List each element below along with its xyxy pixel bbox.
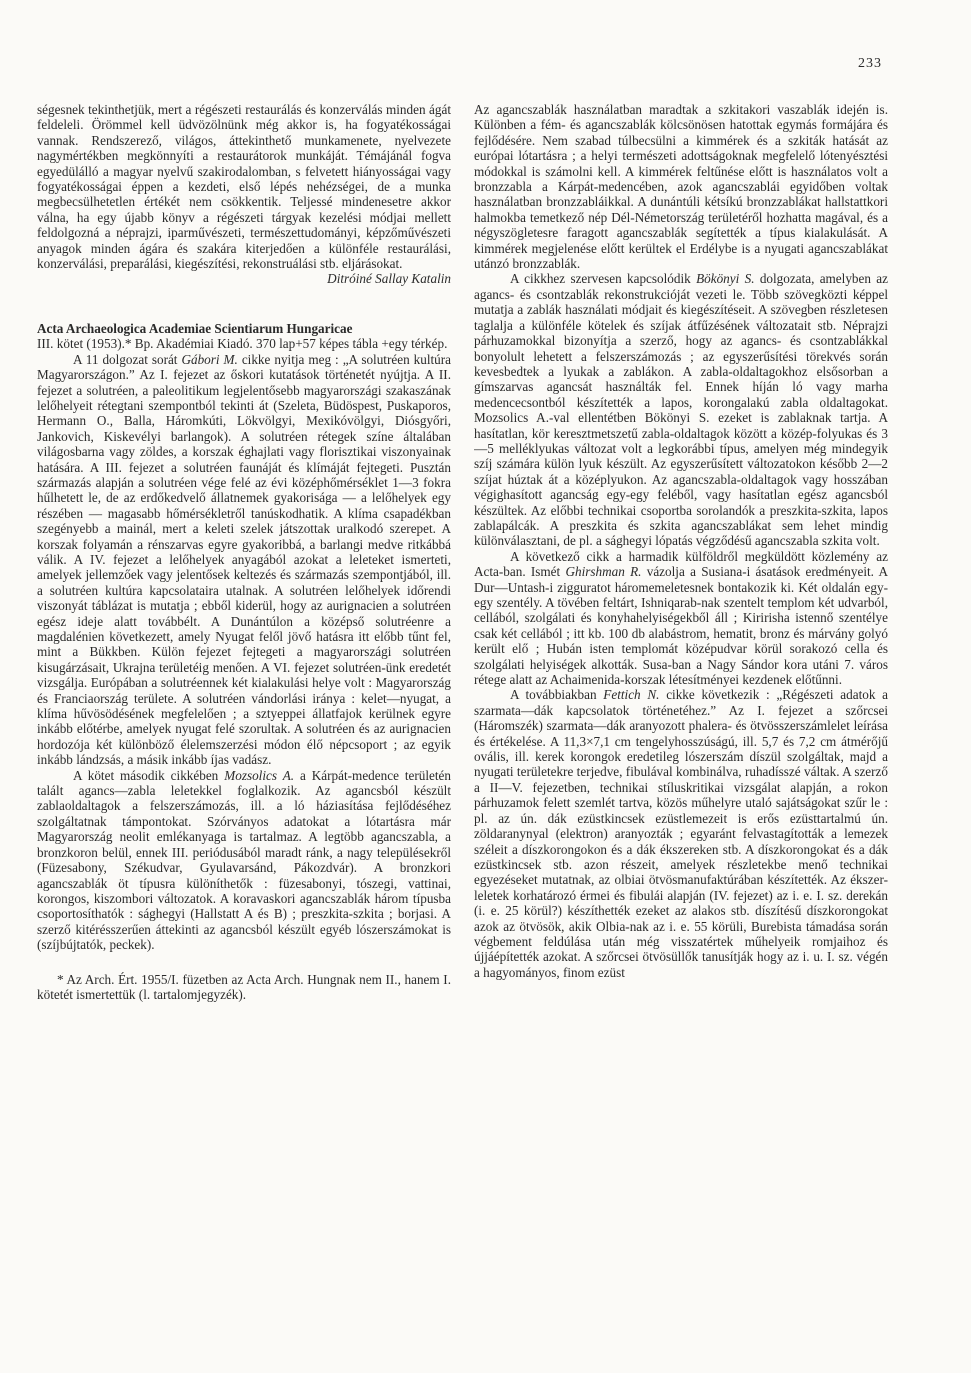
author-name: Ghirshman R. xyxy=(565,564,642,580)
ghirshman-paragraph xyxy=(474,549,888,688)
page-number: 233 xyxy=(858,56,882,71)
bokonyi-paragraph xyxy=(474,271,888,548)
text-span: A továbbiakban xyxy=(510,687,604,703)
text-span: dolgozata, amelyben az agancs- és csontzablák rekonstrukcióját vezeti le. Több szövegközti képpel mutatja a zablák használati módjait és kiegészítéseit. A szövegben részletesen taglalja a különféle kötelek és szíjak átfűzésének változatait stb. Néprajzi párhuzamokkal bizonyítja a szerző, hogy az agancs- és csontzablákkal bonyolult lehetett a felszerszámozás ; az egyszerűsítési törekvés során kevesbedtek a lyukak a zablákon. A zabla-oldaltagokhoz elsősorban a gímszarvas agancsát használták fel. Ennek híján ló vagy marha medencecsontból készítették a lapos, korongalakú zabla oldaltagokat. Mozsolics A.-val ellentétben Bökönyi S. ezeket is zablaknak tartja. A hasítatlan, kör keresztmetszetű zabla-oldaltagok között a közép-folyukas és 3—5 melléklyukas változat volt a legkorábbi típus, amelyen még mindegyik szíj számára külön lyuk készült. Az egyszerűsített változatokon később 2—2 szíjat húztak át a középlyukon. Az agancszabla-oldaltagok vagy hosszában végighasított agancság egy-egy feléből, vagy hasítatlan egész agancsból készültek. Az előbbi technikai csoportba sorolandók a preszkita-szkita, lapos zablapálcák. A preszkita és szkita agancszablákat sem lehet mindig különválasztani, de pl. a sághegyi lópatás végződésű agancszabla szkita volt. xyxy=(474,271,888,549)
bibliographic-title: Acta Archaeologica Academiae Scientiarum Hungaricae xyxy=(37,320,353,336)
bibliographic-entry xyxy=(37,321,451,352)
gabori-paragraph xyxy=(37,352,451,768)
text-span: cikke nyitja meg : „A solutréen kultúra Magyarországon.” Az I. fejezet az őskori kutatások történetét nyújtja. A II. fejezet a solutréen, a paleolitikum legjelentősebb magyarországi szakaszának lelőhelyeit rétegtani szempontból tekinti át (Szeleta, Büdöspest, Puskaporos, Hermann O., Balla, Háromkúti, Lökvölgyi, Mexikóvölgyi, Diósgyőri, Jankovich, Kiskevélyi barlangok). A solutréen rétegek színe általában világosbarna vagy zöldes, a korszak éghajlati vagy florisztikai viszonyainak hatására. A III. fejezet a solutréen faunáját és klímáját fejtegeti. Pusztán származás alapján a solutréen vége felé az évi középhőmérséklet 1—3 fokra hűlhetett le, de az erdőkedvelő állatnemek gyakorisága — a lelőhelyek egy részében — magasabb hőmérsékletről tanúskodhatik. A klíma csapadékban szegényebb a mainál, mert a keleti szelek játszottak uralkodó szerepet. A korszak folyamán a rénszarvas egyre gyakoribbá, a barlangi medve ritkábbá válik. A IV. fejezet a lelőhelyek anyagából azokat a leleteket ismerteti, amelyek jellemzőek vagy jelentősek keltezés és származás szempontjából, ill. a solutréen kultúra kapcsolataira utalnak. A solutréen lelőhelyek időrendi viszonyát táblázat is mutatja ; ebből kiderül, hogy az aurignacien a solutréen egész ideje alatt továbbélt. A Dunántúlon a középső solutréenre a magdalénien következett, amely Nyugat felől jövő hatásra itt előbb tűnt fel, mint a Bükkben. Külön fejezet fejtegeti a magyarországi solutréen kisugárzásait, Ukrajna területéig menően. A VI. fejezet solutréen-ünk eredetét vizsgálja. Európában a solutréennek két kialakulási helye volt : Magyarország és Franciaország területe. A solutréen vándorlási iránya : kelet—nyugat, a klíma hűvösödésének megfelelően ; a sztyeppei állatfajok kerülnek egyre inkább előtérbe, amelyek nyugat felé szorultak. A solutréen és az aurignacien hordozója két különböző élelemszerzési módon élő népcsoport ; az egyik inkább lándzsás, a másik inkább íjas vadász. xyxy=(37,351,451,768)
author-name: Fettich N. xyxy=(603,687,660,703)
review-conclusion-paragraph: ségesnek tekinthetjük, mert a régészeti restaurálás és konzerválás minden ágát feldeleli. Örömmel kell üdvözölnünk még akkor is, ha fogyatékosságai vannak. Rendszerező, világos, áttekinthető munkamenete, nyelvezete nagymértékben megkönnyíti a restaurátorok munkáját. Témájánál fogva egyedülálló a magyar nyelvű szakirodalomban, s felvetett hiányosságai vagy fogyatékosságai éppen a kezdeti, első lépés nehézségei, de a munka megbecsülhetetlen értékét nem csökkentik. Teljessé mindenesetre akkor válna, ha egy újabb könyv a régészeti tárgyak kezelési módjai mellett feldolgozná a néprajzi, iparművészeti, természettudományi, képzőművészeti anyagok minden ágára és szakára kiterjedően a különféle restaurálási, konzerválási, preparálási, kiegészítési, rekonstruálási stb. eljárásokat. xyxy=(37,102,451,272)
text-span: vázolja a Susiana-i ásatások eredményeit. A Dur—Untash-i zigguratot háromemeletesnek bontakozik ki. Két oldalán egy-egy szentély. A tövében feltárt, Ishniqarab-nak szentelt templom két udvarból, cellából, szolgálati és konyhahelyiségekből áll ; Kiririsha istennő szentélye csak két cellából ; itt kb. 100 db alabástrom, hematit, bronz és márvány golyó került elő ; Hubán isten templomát középudvar körül sorakozó cella és szolgálati helyiségek alkották. Susa-ban a Nagy Sándor kora utáni 7. város rétege alatt az Achaimenida-korszak létesítményei kezdenek előtűnni. xyxy=(474,564,888,688)
footnote: * Az Arch. Ért. 1955/I. füzetben az Acta Arch. Hungnak nem II., hanem I. kötetét ismertettük (l. tartalomjegyzék). xyxy=(37,971,451,1002)
left-column xyxy=(37,102,451,1302)
text-span: cikke következik : „Régészeti adatok a szarmata—dák kapcsolatok történetéhez.” Az I. fejezet a szőrcsei (Háromszék) szarmata—dák aranyozott phalera- és ötvösszerszámlelet leírása és értékelése. A 11,3×7,1 cm tengelyhosszúságú, ill. 5,7 és 7,2 cm átmérőjű ovális, ill. kerek korongok eredetileg lószerszám díszül szolgáltak, majd a nyugati területekre terjedve, fibulával kombinálva, ruhadísszé váltak. A szerző a II—V. fejezetben, technikai stíluskritikai vizsgálat alapján, a rokon párhuzamok felett szemlét tartva, közös műhelyre utaló sajátságokat szűr le : pl. az ún. dák ezüstkincsek ezüstlemezeit is erős ezüsttartalmú ún. zöldaranynyal (elektron) aranyozták ; egyaránt felvastagították a lemezek széleit a díszkorongokon és a dák ékszereken stb. A díszkorongokat és a dák ezüstkincsek stb. azon részeit, amelyek részletekbe menő technikai egyezéseket mutatnak, az olbiai ötvösmanufaktúrában készítették. Az ékszer-leletek korhatározó érmei és fibulái alapján (IV. fejezet) az i. e. I. sz. derekán (i. e. 25 körül?) készíthették ezeket az alakos stb. díszítésű díszkorongokat azok az ötvösök, akik Olbia-nak az i. e. 55 körüli, Burebista támadása során végbement feldúlása után még visszatértek műhelyeik romjaihoz és újjáépítették azokat. A szőrcsei ötvösüllők tanusítják hogy az i. u. I. sz. végén a hagyományos, finom ezüst xyxy=(474,687,888,980)
review-signature: Ditróiné Sallay Katalin xyxy=(327,271,451,287)
text-span: A 11 dolgozat sorát xyxy=(73,351,182,367)
author-name: Mozsolics A. xyxy=(224,767,295,783)
text-span: A cikkhez szervesen kapcsolódik xyxy=(510,271,697,287)
right-column xyxy=(474,102,888,1302)
bibliographic-details: III. kötet (1953).* Bp. Akadémiai Kiadó. 370 lap+57 képes tábla +egy térkép. xyxy=(37,336,448,352)
author-name: Gábori M. xyxy=(181,351,238,367)
author-name: Bökönyi S. xyxy=(696,271,755,287)
text-span: A kötet második cikkében xyxy=(73,767,225,783)
mozsolics-paragraph xyxy=(37,768,451,953)
text-span: a Kárpát-medence területén talált agancs—zabla leletekkel foglalkozik. Az agancsból készült zablaoldaltagok a felszerszámozás, ill. a ló háziasítása fejlődéséhez szolgáltatnak támpontokat. Szórványos adatokat a lótartásra már Magyarország neolit emlékanyaga is tartalmaz. A legtöbb agancszabla, a bronzkoron belül, ennek III. periódusából maradt ránk, a nagy településekről (Füzesabony, Székudvar, Gyulavarsánd, Pákozdvár). A bronzkori agancszablák öt típusra különíthetők : füzesabonyi, tószegi, vattinai, korongos, kiszombori változatok. A koravaskori agancszablák három típusba csoportosíthatók : sághegyi (Hallstatt A és B) ; preszkita-szkita ; borjasi. A szerző kitérésszerűen áttekinti az agancsból készült egyéb lószerszámokat is (szíjbújtatók, peckek). xyxy=(37,767,451,953)
text-span: A következő cikk a harmadik külföldről megküldött közlemény az Acta-ban. Ismét xyxy=(474,548,888,580)
agancszabla-paragraph: Az agancszablák használatban maradtak a szkitakori vaszablák idején is. Különben a fém- és agancszablák kölcsönösen hatottak egymás formájára és fejlődésére. Nem szabad túlbecsülni a kimmérek és a szkiták hatását az európai lótartásra ; a helyi természeti adottságoknak megfelelő lótenyésztési módokkal is számolni kell. A kimmérek feltűnése előtt is használatos volt a bronzzabla a Kárpát-medencében, azok agancszablái egyidőben voltak használatban bronzzabláikkal. A dunántúli kétsíkú bronzzablákat hallstattkori halmokba temetkező nép Dél-Németország területéről hozhatta magával, és a négyszögletesre faragott agancszablák segítették a típus kialakulását. A kimmérek megjelenése előtt kerültek el Erdélybe is a nyugati agancszablákat utánzó bronzzablák. xyxy=(474,102,888,272)
fettich-paragraph xyxy=(474,687,888,980)
